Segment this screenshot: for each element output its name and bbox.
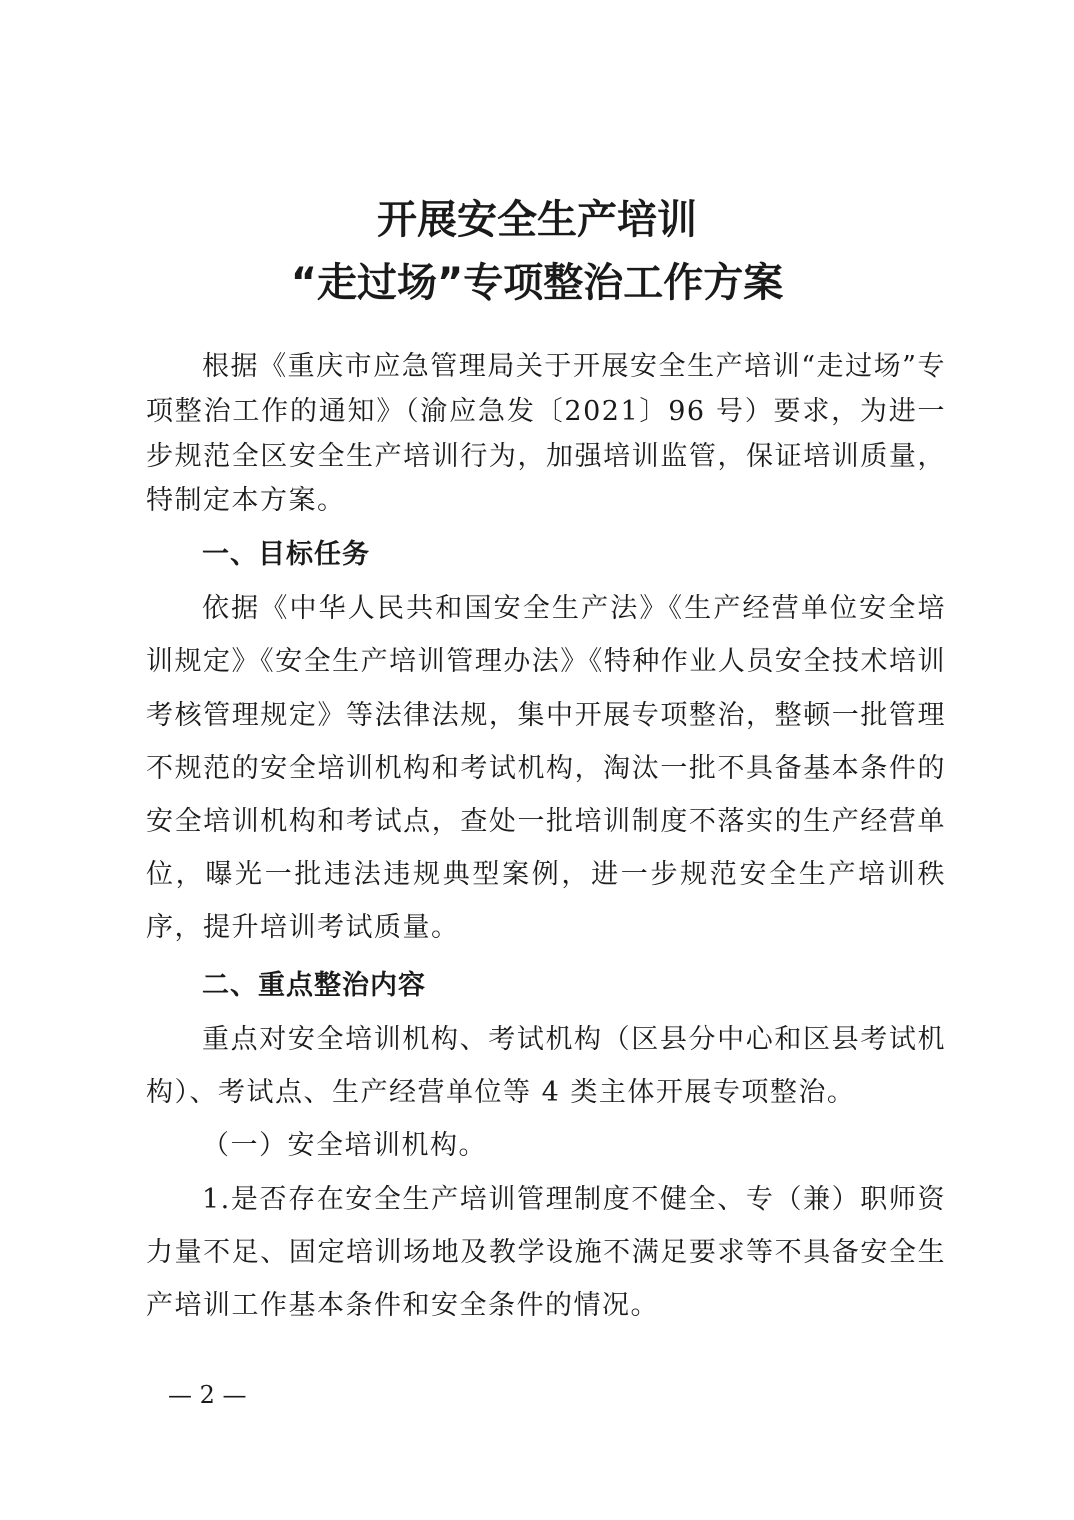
section-2-heading: 二、重点整治内容 (202, 969, 426, 1001)
document-title-line-1: 开展安全生产培训 (377, 197, 697, 243)
section-2-paragraph: 重点对安全培训机构、考试机构（区县分中心和区县考试机构）、考试点、生产经营单位等 4 类主体开展专项整治。 (146, 1023, 946, 1108)
section-1-paragraph: 依据《中华人民共和国安全生产法》《生产经营单位安全培训规定》《安全生产培训管理办法》《特种作业人员安全技术培训考核管理规定》等法律法规，集中开展专项整治，整顿一批管理不规范的安全培训机构和考试机构，淘汰一批不具备基本条件的安全培训机构和考试点，查处一批培训制度不落实的生产经营单位，曝光一批违法违规典型案例，进一步规范安全生产培训秩序，提升培训考试质量。 (146, 593, 946, 944)
section-1-heading: 一、目标任务 (202, 539, 370, 571)
page-number: — 2 — (168, 1381, 247, 1409)
subsection-1-heading: （一）安全培训机构。 (202, 1130, 487, 1162)
document-title-line-2: “走过场”专项整治工作方案 (290, 260, 784, 306)
item-1-paragraph: 1.是否存在安全生产培训管理制度不健全、专（兼）职师资力量不足、固定培训场地及教学设施不满足要求等不具备安全生产培训工作基本条件和安全条件的情况。 (146, 1184, 946, 1322)
intro-paragraph: 根据《重庆市应急管理局关于开展安全生产培训“走过场”专项整治工作的通知》（渝应急发〔2021〕96 号）要求，为进一步规范全区安全生产培训行为，加强培训监管，保证培训质量，特制定本方案。 (146, 351, 946, 517)
document-body (146, 345, 946, 1333)
